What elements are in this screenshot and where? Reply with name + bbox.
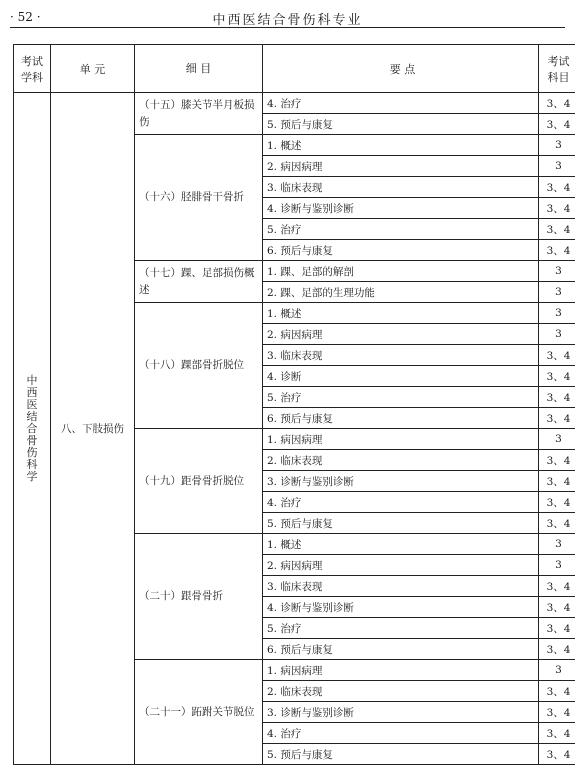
header-rule	[10, 27, 565, 28]
point-cell: 5. 预后与康复	[263, 513, 539, 534]
point-cell: 1. 概述	[263, 135, 539, 156]
item-text: （十八）踝部骨折脱位	[139, 359, 244, 371]
point-cell: 4. 诊断与鉴别诊断	[263, 198, 539, 219]
point-cell: 2. 临床表现	[263, 681, 539, 702]
item-cell	[135, 261, 263, 303]
subject-cell	[14, 93, 51, 765]
point-cell: 4. 诊断与鉴别诊断	[263, 597, 539, 618]
level-cell: 3	[539, 282, 575, 303]
point-cell: 6. 预后与康复	[263, 240, 539, 261]
level-cell: 3	[539, 303, 575, 324]
level-cell: 3、4	[539, 450, 575, 471]
item-cell	[135, 660, 263, 765]
point-cell: 4. 治疗	[263, 492, 539, 513]
table-body	[14, 93, 575, 765]
point-cell: 3. 诊断与鉴别诊断	[263, 702, 539, 723]
point-cell: 1. 病因病理	[263, 660, 539, 681]
level-cell: 3	[539, 261, 575, 282]
point-cell: 1. 概述	[263, 303, 539, 324]
point-cell: 2. 病因病理	[263, 156, 539, 177]
level-cell: 3、4	[539, 702, 575, 723]
level-cell: 3、4	[539, 639, 575, 660]
point-cell: 1. 病因病理	[263, 429, 539, 450]
level-cell: 3	[539, 534, 575, 555]
point-cell: 2. 踝、足部的生理功能	[263, 282, 539, 303]
item-text: （二十一）跖跗关节脱位	[139, 705, 255, 718]
level-cell: 3、4	[539, 177, 575, 198]
page-header	[10, 6, 565, 28]
page-number: · 52 ·	[10, 10, 41, 24]
level-cell: 3、4	[539, 597, 575, 618]
point-cell: 1. 踝、足部的解剖	[263, 261, 539, 282]
item-text: （十七）踝、足部损伤概述	[139, 266, 255, 296]
point-cell: 2. 病因病理	[263, 555, 539, 576]
level-cell: 3、4	[539, 513, 575, 534]
subject-text: 中西医结合骨伤科学	[26, 373, 38, 483]
level-cell: 3	[539, 324, 575, 345]
point-cell: 5. 预后与康复	[263, 114, 539, 135]
point-cell: 1. 概述	[263, 534, 539, 555]
unit-text: 八、下肢损伤	[61, 423, 124, 435]
point-cell: 2. 病因病理	[263, 324, 539, 345]
book-title: 中西医结合骨伤科专业	[212, 13, 363, 28]
table-header-row	[14, 45, 575, 93]
point-cell: 4. 治疗	[263, 93, 539, 114]
point-cell: 5. 治疗	[263, 219, 539, 240]
level-cell: 3、4	[539, 681, 575, 702]
item-cell	[135, 303, 263, 429]
level-cell: 3、4	[539, 471, 575, 492]
level-cell: 3、4	[539, 345, 575, 366]
point-cell: 2. 临床表现	[263, 450, 539, 471]
point-cell: 6. 预后与康复	[263, 408, 539, 429]
point-cell: 3. 临床表现	[263, 345, 539, 366]
point-cell: 5. 预后与康复	[263, 744, 539, 765]
level-cell: 3	[539, 660, 575, 681]
point-cell: 3. 临床表现	[263, 576, 539, 597]
level-cell: 3、4	[539, 240, 575, 261]
item-text: （十九）距骨骨折脱位	[139, 474, 244, 487]
point-cell: 4. 诊断	[263, 366, 539, 387]
point-cell: 3. 诊断与鉴别诊断	[263, 471, 539, 492]
point-cell: 5. 治疗	[263, 618, 539, 639]
point-cell: 4. 治疗	[263, 723, 539, 744]
unit-cell	[51, 93, 135, 765]
column-header-item: 细 目	[135, 45, 263, 93]
level-cell: 3	[539, 135, 575, 156]
level-cell: 3、4	[539, 93, 575, 114]
item-cell	[135, 534, 263, 660]
level-cell: 3、4	[539, 114, 575, 135]
level-cell: 3、4	[539, 408, 575, 429]
point-cell: 3. 临床表现	[263, 177, 539, 198]
level-cell: 3、4	[539, 576, 575, 597]
column-header-unit: 单 元	[51, 45, 135, 93]
level-cell: 3、4	[539, 387, 575, 408]
level-cell: 3、4	[539, 618, 575, 639]
point-cell: 5. 治疗	[263, 387, 539, 408]
level-cell: 3、4	[539, 723, 575, 744]
table-row	[14, 93, 575, 114]
column-header-level: 考试 科目	[539, 45, 575, 93]
point-cell: 6. 预后与康复	[263, 639, 539, 660]
level-cell: 3、4	[539, 744, 575, 765]
item-cell	[135, 429, 263, 534]
item-cell	[135, 135, 263, 261]
item-cell	[135, 93, 263, 135]
level-cell: 3、4	[539, 198, 575, 219]
level-cell: 3	[539, 555, 575, 576]
level-cell: 3	[539, 156, 575, 177]
item-text: （二十）跟骨骨折	[139, 590, 223, 602]
level-cell: 3、4	[539, 492, 575, 513]
level-cell: 3、4	[539, 219, 575, 240]
item-text: （十六）胫腓骨干骨折	[139, 191, 244, 203]
item-text: （十五）膝关节半月板损伤	[139, 98, 255, 128]
column-header-subject: 考试 学科	[14, 45, 51, 93]
column-header-point: 要 点	[263, 45, 539, 93]
level-cell: 3	[539, 429, 575, 450]
level-cell: 3、4	[539, 366, 575, 387]
syllabus-table	[13, 44, 575, 765]
